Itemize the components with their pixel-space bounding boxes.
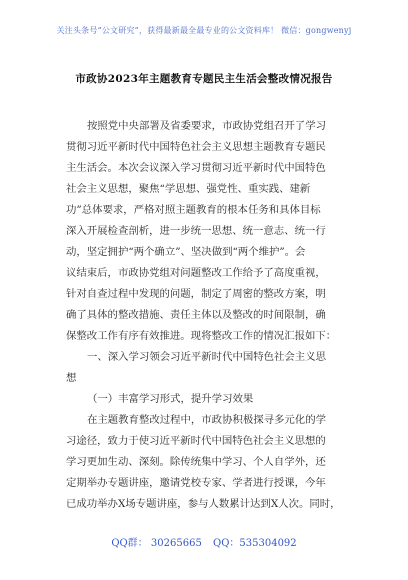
intro-line: 按照党中央部署及省委要求，市政协党组召开了学习: [87, 120, 326, 132]
section-heading: [66, 347, 356, 389]
intro-line: 针对自查过程中发现的问题，制定了周密的整改方案，明: [66, 288, 326, 300]
footer-contact: [0, 534, 408, 549]
subsection-line: 习途径，致力于使习近平新时代中国特色社会主义思想的: [66, 435, 326, 447]
section-heading-line: 想: [66, 372, 77, 384]
subsection-line: 学习更加生动、深刻。除传统集中学习、个人自学外，还: [66, 456, 326, 468]
subsection-paragraph: [66, 410, 356, 515]
document-title: 市政协2023年主题教育专题民主生活会整改情况报告: [75, 73, 333, 85]
intro-line: 动，坚定拥护“两个确立”、坚决做到“两个维护”。会: [66, 246, 306, 258]
header-banner: 关注头条号“公文研究”，获得最新最全最专业的公文资料库！ 微信：gongwenyj: [56, 26, 352, 35]
intro-line: 贯彻习近平新时代中国特色社会主义思想主题教育专题民: [66, 141, 326, 153]
document-body: [66, 116, 356, 515]
intro-line: 议结束后，市政协党组对问题整改工作给予了高度重视，: [66, 267, 326, 279]
section-heading-line: 一、深入学习领会习近平新时代中国特色社会主义思: [87, 351, 326, 363]
qq-group-number: QQ群： 30265665: [111, 538, 202, 549]
intro-line: 深入开展检查剖析，进一步统一思想、统一意志、统一行: [66, 225, 326, 237]
intro-paragraph: [66, 116, 356, 347]
intro-line: 功”总体要求，严格对照主题教育的根本任务和具体目标: [66, 204, 321, 216]
subsection-line: 定期举办专题讲座，邀请党校专家、学者进行授课，今年: [66, 477, 326, 489]
subsection-line: 在主题教育整改过程中，市政协积极探寻多元化的学: [87, 414, 326, 426]
subsection-line: 已成功举办X场专题讲座，参与人数累计达到X人次。同时，: [66, 498, 341, 510]
subsection-heading: （一）丰富学习形式，提升学习效果: [87, 393, 254, 405]
intro-line: 主生活会。本次会议深入学习贯彻习近平新时代中国特色: [66, 162, 326, 174]
intro-line: 保整改工作有序有效推进。现将整改工作的情况汇报如下：: [66, 330, 337, 342]
intro-line: 社会主义思想，聚焦“学思想、强党性、重实践、建新: [66, 183, 311, 195]
intro-line: 确了具体的整改措施、责任主体以及整改的时间限制，确: [66, 309, 326, 321]
qq-number: QQ：535304092: [213, 538, 297, 549]
